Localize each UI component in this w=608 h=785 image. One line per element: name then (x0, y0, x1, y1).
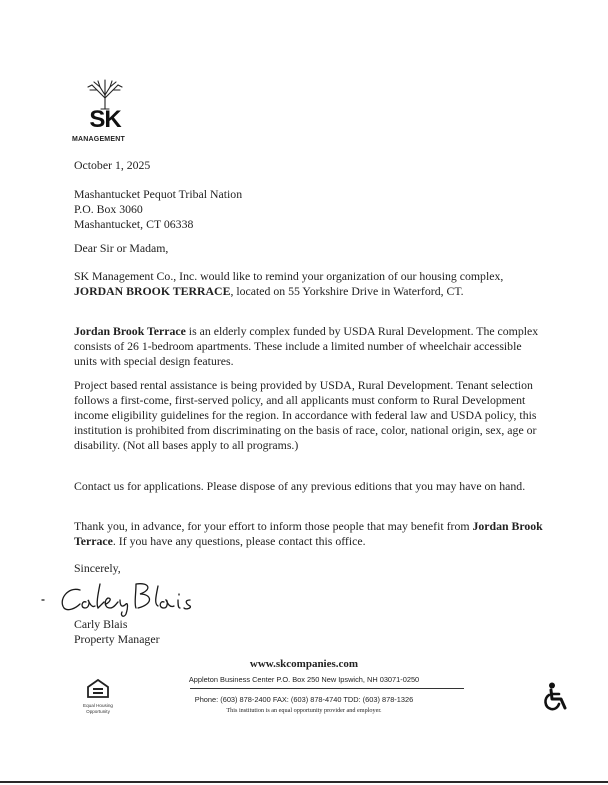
paragraph-contact: Contact us for applications. Please dispose of any previous editions that you may have on hand. (74, 479, 526, 493)
footer-divider (190, 688, 464, 689)
page-bottom-edge (0, 781, 608, 783)
complex-name: Jordan Brook Terrace (74, 324, 186, 338)
handwritten-signature (40, 578, 230, 618)
intro-text: SK Management Co., Inc. would like to remind your organization of our housing complex, (74, 269, 504, 283)
description-text: is an elderly complex funded by USDA Rural Development. The complex consists of 26 1-bedroom apartments. These include a limited number of wheelchair accessible units with special design features. (74, 324, 539, 368)
footer-address: Appleton Business Center P.O. Box 250 New Ipswich, NH 03071-0250 (188, 675, 420, 684)
signer-title: Property Manager (74, 632, 160, 646)
recipient-name: Mashantucket Pequot Tribal Nation (74, 187, 243, 201)
footer-phones: Phone: (603) 878-2400 FAX: (603) 878-4740 TDD: (603) 878-1326 (194, 695, 414, 704)
footer-equal-opportunity: This institution is an equal opportunity provider and employer. (226, 707, 382, 714)
logo-subtitle: MANAGEMENT (72, 136, 125, 143)
complex-name-closing: Jordan Brook Terrace (74, 519, 543, 548)
salutation: Dear Sir or Madam, (74, 241, 169, 255)
paragraph-intro (74, 269, 544, 299)
intro-location: , located on 55 Yorkshire Drive in Waterford, CT. (230, 284, 464, 298)
closing: Sincerely, (74, 561, 121, 575)
recipient-address (74, 187, 242, 232)
letter-date: October 1, 2025 (74, 158, 151, 172)
eho-label-line1: Equal Housing (83, 703, 113, 708)
recipient-city: Mashantucket, CT 06338 (74, 217, 194, 231)
complex-name-caps: JORDAN BROOK TERRACE (74, 284, 231, 298)
thanks-text: Thank you, in advance, for your effort to inform those people that may benefit from (74, 519, 473, 533)
paragraph-policy: Project based rental assistance is being provided by USDA, Rural Development. Tenant selection follows a first-come, first-served policy, and all applicants must conform to Rural Development income eligibility guidelines for the region. In accordance with federal law and USDA policy, this institution is prohibited from discriminating on the basis of race, color, national origin, sex, age or disability. (Not all bases apply to all programs.) (74, 378, 537, 452)
signer-name: Carly Blais (74, 617, 128, 631)
equal-housing-icon (86, 678, 110, 698)
footer-website: www.skcompanies.com (249, 658, 359, 670)
wheelchair-accessible-icon (543, 682, 571, 712)
recipient-po-box: P.O. Box 3060 (74, 202, 143, 216)
paragraph-thanks (74, 519, 544, 549)
paragraph-description (74, 324, 544, 369)
equal-housing-logo (80, 678, 116, 714)
eho-label-line2: Opportunity (86, 708, 110, 714)
signer-block (74, 617, 160, 647)
logo-initials: SK (89, 106, 121, 133)
thanks-contact: . If you have any questions, please contact this office. (112, 534, 366, 548)
